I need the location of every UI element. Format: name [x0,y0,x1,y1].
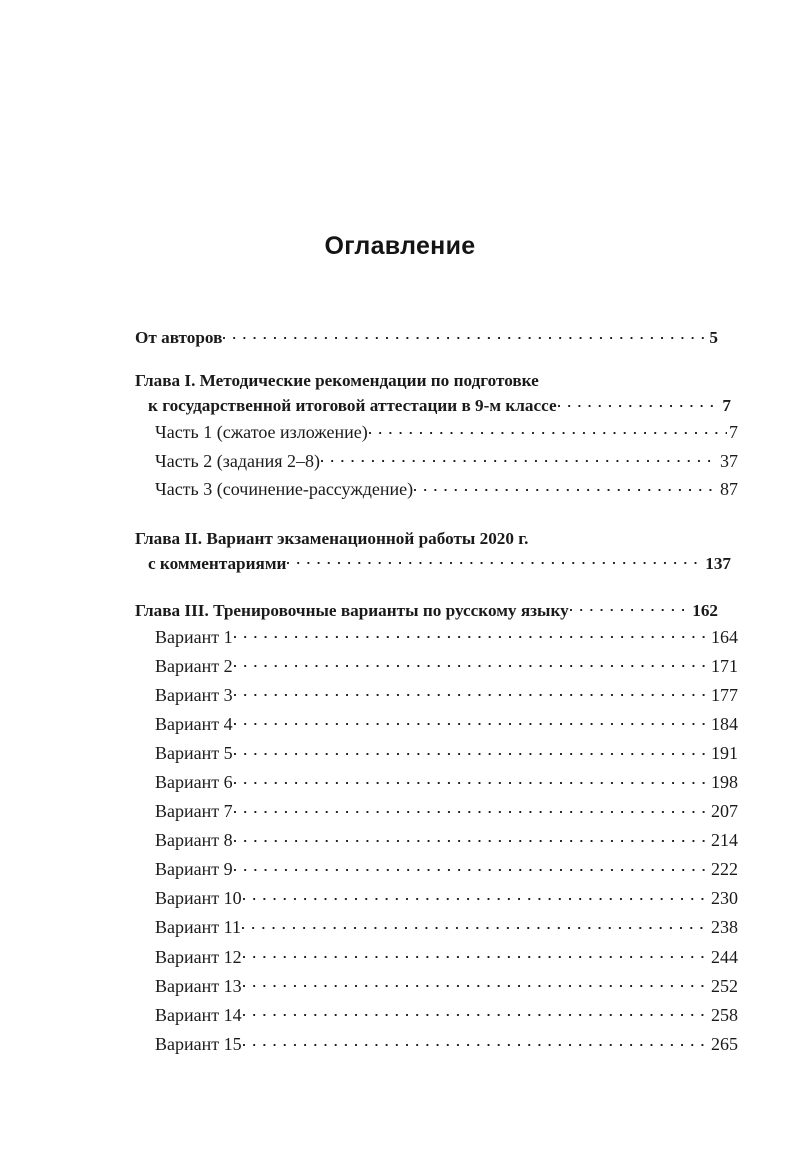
toc-entry-page-number: 177 [711,684,738,705]
dot-leader [223,326,707,343]
dot-leader [243,945,709,963]
toc-entry-chast-1[interactable] [155,418,738,447]
dot-leader [414,477,718,495]
toc-entry-page-number: 7 [729,422,738,442]
toc-entry-variant-7[interactable] [155,797,738,826]
dot-leader [234,625,709,643]
toc-entry-label: Вариант 12 [155,946,242,967]
dot-leader [234,741,709,759]
dot-leader [234,857,709,875]
dot-leader [234,712,709,730]
toc-entry-chast-3[interactable] [155,475,738,504]
toc-entry-label: Вариант 13 [155,975,242,996]
toc-entry-label: Вариант 10 [155,888,242,909]
toc-entry-variant-9[interactable] [155,855,738,884]
dot-leader [243,974,709,992]
toc-entry-page-number: 258 [711,1004,738,1025]
dot-leader [243,886,709,904]
toc-entry-variant-3[interactable] [155,681,738,710]
toc-entry-variant-10[interactable] [155,884,738,913]
spacer [135,576,718,598]
toc-entry-page-number: 198 [711,771,738,792]
dot-leader [558,394,721,411]
dot-leader [321,449,718,467]
toc-entry-page-number: 87 [720,479,738,499]
toc-entry-variant-1[interactable] [155,623,738,652]
toc-entry-page-number: 207 [711,801,738,822]
toc-entry-variant-6[interactable] [155,768,738,797]
toc-entry-label: Вариант 3 [155,684,233,705]
toc-entry-page-number: 252 [711,975,738,996]
dot-leader [234,770,709,788]
toc-entry-variant-4[interactable] [155,710,738,739]
dot-leader [570,598,691,615]
toc-entry-page-number: 137 [705,553,731,573]
toc-entry-label: Вариант 8 [155,830,233,851]
toc-entry-label: Вариант 15 [155,1033,242,1054]
toc-entry-page-number: 230 [711,888,738,909]
toc-entry-glava-3[interactable] [135,598,718,623]
toc-entry-page-number: 238 [711,917,738,938]
toc-entry-glava-1[interactable] [148,393,731,418]
dot-leader [369,420,727,438]
toc-entry-page-number: 265 [711,1033,738,1054]
toc-entry-page-number: 37 [720,450,738,471]
toc-entry-page-number: 164 [711,626,738,647]
dot-leader [234,654,709,672]
toc-entry-label: с комментариями [148,553,287,573]
variant-list [135,623,738,1059]
toc-entry-page-number: 162 [692,600,718,620]
toc-entry-label: Вариант 2 [155,655,233,676]
toc-entry-page-number: 214 [711,830,738,851]
toc-entry-page-number: 7 [722,396,731,415]
toc-entry-label: к государственной итоговой аттестации в 9-м классе [148,396,557,415]
toc-entry-variant-5[interactable] [155,739,738,768]
toc-entry-glava-1-line1[interactable]: Глава I. Методические рекомендации по подготовке [135,371,539,390]
toc-entry-label: Часть 3 (сочинение-рассуждение) [155,479,414,499]
toc-entry-label: Вариант 7 [155,801,233,822]
dot-leader [234,799,709,817]
toc-entry-variant-12[interactable] [155,943,738,972]
toc-entry-label: Вариант 6 [155,771,233,792]
toc-entry-glava-2-line1[interactable]: Глава II. Вариант экзаменационной работы 2020 г. [135,528,529,548]
toc-entry-ot-avtorov[interactable] [135,325,718,350]
dot-leader [243,1003,709,1021]
page-title: Оглавление [324,232,476,260]
dot-leader [287,551,703,568]
toc-entry-page-number: 191 [711,742,738,763]
toc-entry-label: Часть 2 (задания 2–8) [155,450,321,471]
toc-entry-label: Вариант 14 [155,1004,242,1025]
toc-entry-page-number: 171 [711,655,738,676]
dot-leader [242,915,709,933]
table-of-contents [135,325,738,1059]
toc-entry-label: Часть 1 (сжатое изложение) [155,422,368,442]
toc-entry-page-number: 222 [711,859,738,880]
toc-entry-variant-11[interactable] [155,913,738,942]
dot-leader [243,1032,709,1050]
spacer [135,350,718,368]
toc-entry-label: Вариант 9 [155,859,233,880]
toc-entry-glava-2[interactable] [148,551,731,576]
toc-entry-page-number: 184 [711,713,738,734]
dot-leader [234,683,709,701]
toc-entry-label: Вариант 11 [155,917,241,938]
toc-entry-label: Вариант 1 [155,626,233,647]
toc-entry-label: Вариант 5 [155,742,233,763]
spacer [135,504,718,526]
toc-entry-page-number: 5 [709,328,718,347]
toc-entry-variant-2[interactable] [155,652,738,681]
toc-entry-chast-2[interactable] [155,447,738,476]
toc-entry-label: Глава III. Тренировочные варианты по русскому языку [135,600,569,620]
toc-entry-page-number: 244 [711,946,738,967]
toc-entry-label: Вариант 4 [155,713,233,734]
dot-leader [234,828,709,846]
toc-entry-variant-13[interactable] [155,972,738,1001]
toc-entry-variant-14[interactable] [155,1001,738,1030]
toc-entry-variant-15[interactable] [155,1030,738,1059]
toc-entry-variant-8[interactable] [155,826,738,855]
toc-entry-label: От авторов [135,328,223,347]
